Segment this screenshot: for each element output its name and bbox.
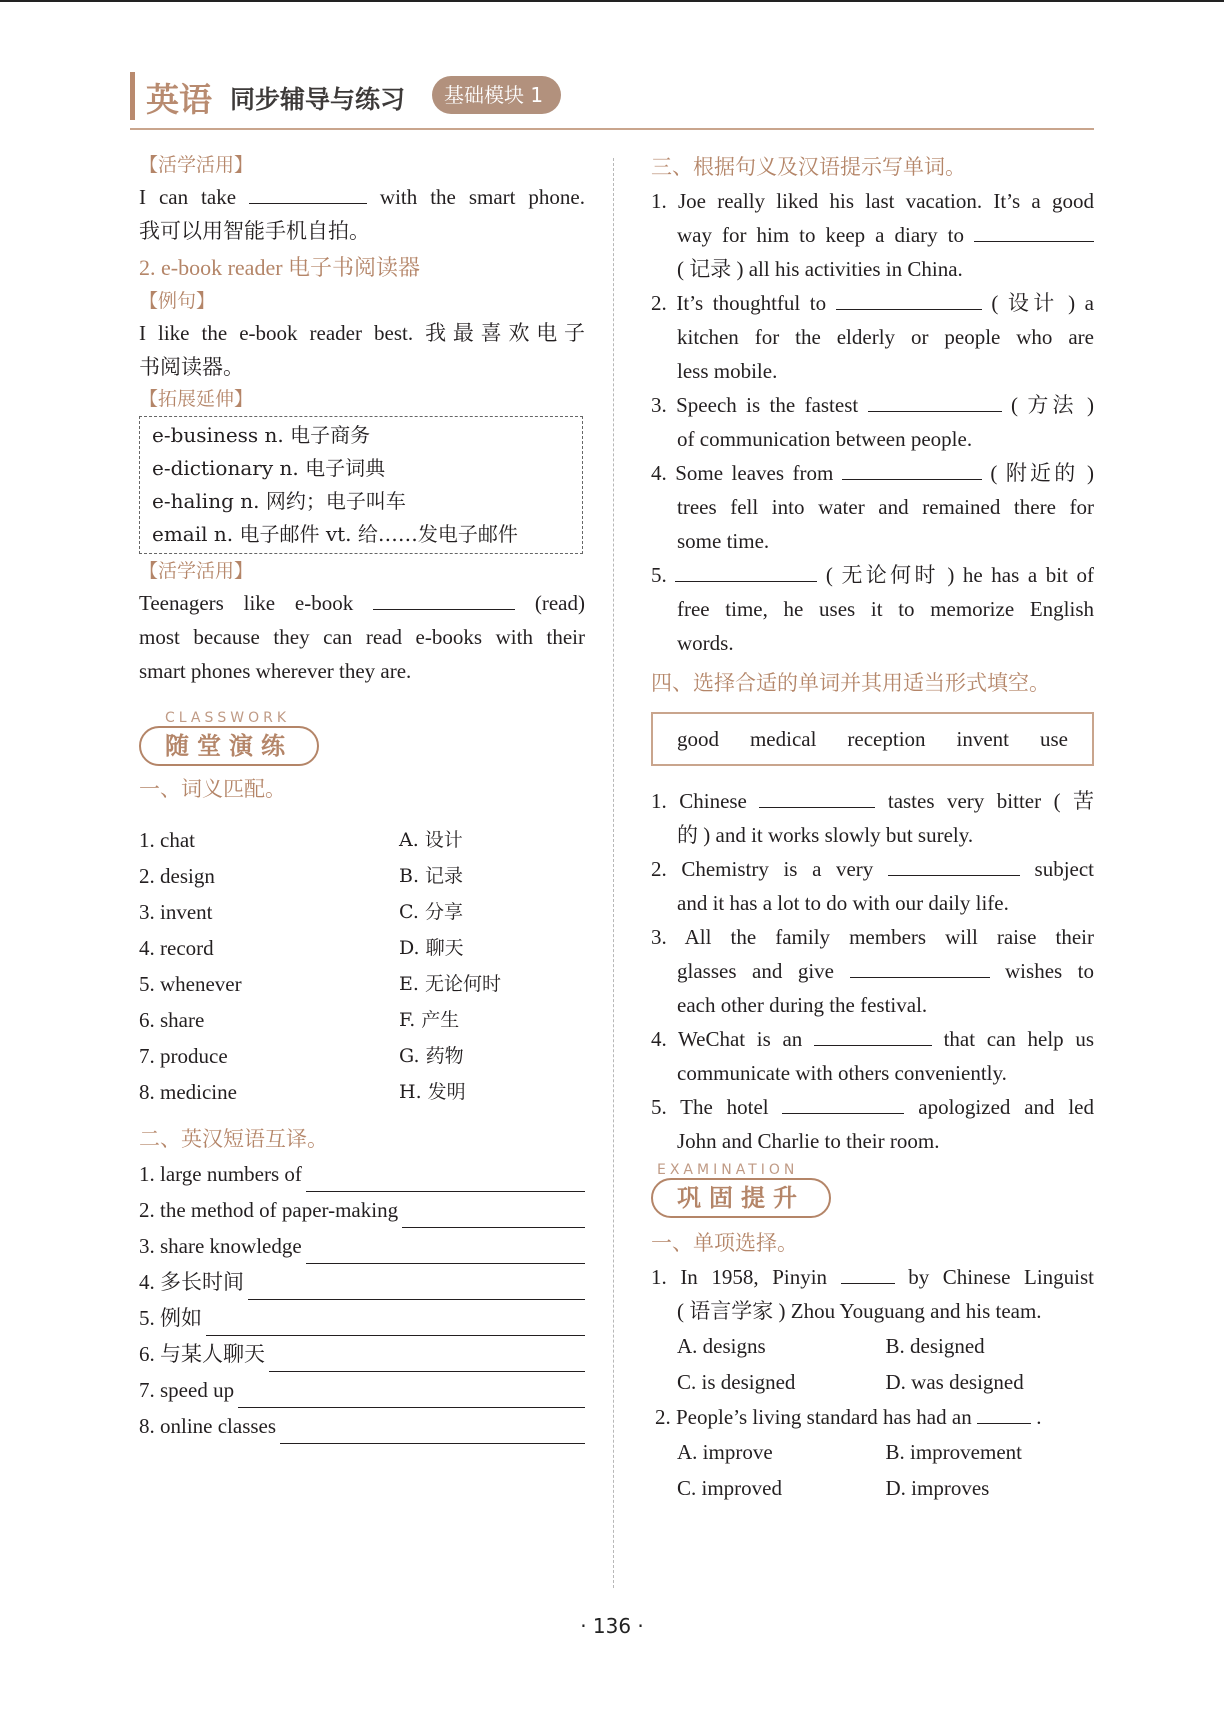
mc1-line-2: ( 语言学家 ) Zhou Youguang and his team. (677, 1299, 1042, 1323)
answer-line[interactable] (248, 1275, 585, 1300)
s4-q1-line-1: 1. Chinese tastes very bitter ( 苦 (651, 789, 1095, 813)
phrase-row: 4. 多长时间 (139, 1264, 585, 1300)
phrase-row: 2. the method of paper-making (139, 1192, 585, 1228)
examination-cn: 巩固提升 (651, 1178, 831, 1218)
classwork-en: CLASSWORK (165, 710, 291, 726)
match-list (139, 822, 585, 1110)
mc1-line-1: 1. In 1958, Pinyin by Chinese Linguist (651, 1265, 1095, 1289)
answer-blank[interactable] (977, 1403, 1031, 1424)
column-divider (613, 158, 614, 1588)
answer-line[interactable] (206, 1311, 585, 1336)
extend-tag: 【拓展延伸】 (139, 388, 254, 410)
header-subject: 英语 (146, 80, 212, 119)
option-b[interactable]: B. improvement (885, 1440, 1022, 1464)
answer-line[interactable] (306, 1167, 585, 1192)
mc1-options-row-1 (651, 1328, 1094, 1364)
option-a[interactable]: A. improve (677, 1440, 773, 1464)
match-row: 1. chat A. 设计 (139, 828, 463, 852)
extend-item: e-dictionary n. 电子词典 (152, 456, 386, 480)
option-c[interactable]: C. improved (677, 1476, 782, 1500)
s3-q5-line-3: words. (677, 631, 734, 655)
s3-q4-line-2: trees fell into water and remained there for (677, 495, 1094, 519)
mc2-options-row-2 (651, 1470, 1094, 1506)
s4-q2-line-2: and it has a lot to do with our daily life. (677, 891, 1009, 915)
item-2-title: 2. e-book reader 电子书阅读器 (139, 255, 421, 280)
match-row: 8. medicine H. 发明 (139, 1080, 466, 1104)
apply-translation-1: 我可以用智能手机自拍。 (139, 219, 370, 243)
s4-q2-line-1: 2. Chemistry is a very subject (651, 857, 1095, 881)
phrase-row: 7. speed up (139, 1372, 585, 1408)
phrase-row: 5. 例如 (139, 1300, 585, 1336)
s4-q3-line-2: glasses and give wishes to (677, 959, 1095, 983)
answer-blank[interactable] (888, 855, 1020, 876)
answer-blank[interactable] (842, 459, 982, 480)
answer-blank[interactable] (814, 1025, 932, 1046)
answer-blank[interactable] (373, 589, 515, 610)
header-module-badge: 基础模块 1 (432, 76, 561, 114)
s3-q5-line-2: free time, he uses it to memorize English (677, 597, 1094, 621)
s3-q2-line-1: 2. It’s thoughtful to ( 设计 ) a (651, 291, 1095, 315)
phrase-row: 6. 与某人聊天 (139, 1336, 585, 1372)
match-row: 6. share F. 产生 (139, 1008, 460, 1032)
classwork-cn: 随堂演练 (139, 726, 319, 766)
word-bank-item: invent (956, 727, 1009, 751)
match-row: 3. invent C. 分享 (139, 900, 463, 924)
example-line-2: 书阅读器。 (139, 355, 244, 379)
s3-q3-line-2: of communication between people. (677, 427, 973, 451)
apply-sentence-2-line-2: most because they can read e-books with their (139, 625, 585, 649)
section-1-title: 一、词义匹配。 (139, 777, 286, 801)
example-line-1: I like the e-book reader best. 我最喜欢电子 (139, 321, 585, 345)
s4-q3-line-3: each other during the festival. (677, 993, 928, 1017)
top-border (0, 0, 1224, 2)
section-2-title: 二、英汉短语互译。 (139, 1127, 328, 1151)
right-column (651, 150, 1094, 1506)
option-d[interactable]: D. improves (885, 1476, 990, 1500)
option-d[interactable]: D. was designed (885, 1370, 1024, 1394)
section-4-title: 四、选择合适的单词并其用适当形式填空。 (651, 671, 1050, 695)
section-5-title: 一、单项选择。 (651, 1231, 798, 1255)
word-bank-item: use (1039, 727, 1068, 751)
s3-q2-line-3: less mobile. (677, 359, 778, 383)
page-header (130, 66, 1094, 130)
answer-blank[interactable] (249, 183, 367, 204)
s4-q4-line-2: communicate with others conveniently. (677, 1061, 1007, 1085)
word-bank (651, 712, 1094, 766)
example-tag: 【例句】 (139, 290, 216, 312)
answer-blank[interactable] (759, 787, 875, 808)
word-bank-item: good (677, 727, 719, 751)
header-accent-bar (130, 72, 135, 120)
extend-item: e-haling n. 网约；电子叫车 (152, 489, 406, 513)
s4-q5-line-1: 5. The hotel apologized and led (651, 1095, 1094, 1119)
header-series: 同步辅导与练习 (230, 85, 406, 114)
page-number: · 136 · (580, 1614, 644, 1638)
s3-q1-line-2: way for him to keep a diary to (651, 218, 1094, 252)
word-bank-item: reception (847, 727, 926, 751)
phrase-list (139, 1156, 585, 1444)
mc2-line-1: 2. People’s living standard has had an . (655, 1405, 1042, 1429)
answer-blank[interactable] (974, 221, 1094, 242)
extend-item: email n. 电子邮件 vt. 给……发电子邮件 (152, 522, 518, 546)
examination-en: EXAMINATION (657, 1162, 799, 1178)
s4-q1-line-2: 的 ) and it works slowly but surely. (677, 823, 974, 847)
s4-q4-line-1: 4. WeChat is an that can help us (651, 1027, 1095, 1051)
answer-line[interactable] (402, 1203, 585, 1228)
answer-line[interactable] (269, 1347, 585, 1372)
answer-blank[interactable] (675, 561, 817, 582)
s3-q5-line-1: 5. ( 无论何时 ) he has a bit of (651, 563, 1094, 587)
answer-blank[interactable] (836, 289, 982, 310)
s3-q2-line-2: kitchen for the elderly or people who are (677, 325, 1094, 349)
option-b[interactable]: B. designed (885, 1334, 985, 1358)
apply-sentence-1: I can take with the smart phone. (139, 185, 585, 209)
s3-q1-line-1: 1. Joe really liked his last vacation. It’s a good (651, 189, 1094, 213)
s3-q4-line-1: 4. Some leaves from ( 附近的 ) (651, 461, 1095, 485)
s3-q3-line-1: 3. Speech is the fastest ( 方法 ) (651, 393, 1095, 417)
match-row: 5. whenever E. 无论何时 (139, 972, 501, 996)
match-row: 2. design B. 记录 (139, 864, 464, 888)
word-bank-item: medical (749, 727, 817, 751)
match-row: 7. produce G. 药物 (139, 1044, 464, 1068)
apply-tag-1: 【活学活用】 (139, 154, 254, 176)
s3-q1-line-3: ( 记录 ) all his activities in China. (677, 257, 963, 281)
answer-blank[interactable] (782, 1093, 904, 1114)
answer-line[interactable] (280, 1419, 585, 1444)
option-c[interactable]: C. is designed (677, 1370, 796, 1394)
apply-sentence-2-line-3: smart phones wherever they are. (139, 659, 412, 683)
answer-blank[interactable] (841, 1263, 895, 1284)
phrase-row: 3. share knowledge (139, 1228, 585, 1264)
s4-q5-line-2: John and Charlie to their room. (677, 1129, 940, 1153)
phrase-row: 8. online classes (139, 1408, 585, 1444)
examination-badge (651, 1162, 1094, 1220)
section-3-title: 三、根据句义及汉语提示写单词。 (651, 155, 966, 179)
apply-sentence-2-line-1: Teenagers like e-book (read) (139, 591, 585, 615)
match-row: 4. record D. 聊天 (139, 936, 464, 960)
answer-line[interactable] (306, 1239, 585, 1264)
s4-q3-line-1: 3. All the family members will raise their (651, 925, 1094, 949)
left-column (139, 150, 585, 1444)
apply-tag-2: 【活学活用】 (139, 560, 254, 582)
classwork-badge (139, 710, 585, 768)
answer-blank[interactable] (850, 957, 990, 978)
answer-blank[interactable] (868, 391, 1002, 412)
s3-q4-line-3: some time. (677, 529, 770, 553)
option-a[interactable]: A. designs (677, 1334, 766, 1358)
phrase-row: 1. large numbers of (139, 1156, 585, 1192)
answer-line[interactable] (238, 1383, 585, 1408)
extend-box (139, 416, 583, 554)
mc2-options-row-1 (651, 1434, 1094, 1470)
mc1-options-row-2 (651, 1364, 1094, 1400)
extend-item: e-business n. 电子商务 (152, 423, 371, 447)
